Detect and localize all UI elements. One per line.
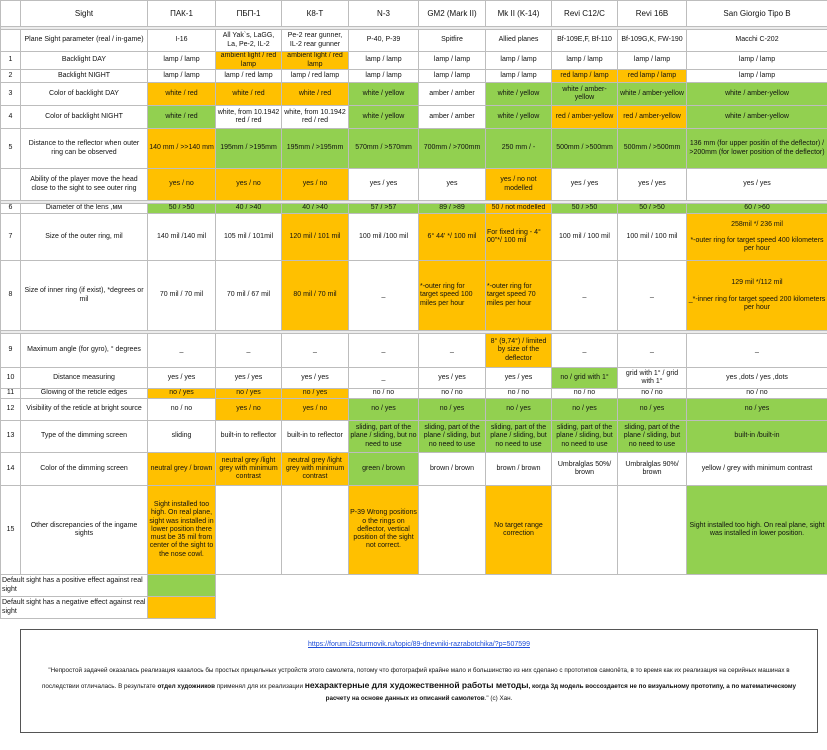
table-cell: brown / brown	[419, 453, 486, 486]
table-cell: 50 / >50	[148, 204, 216, 214]
table-row	[1, 334, 827, 368]
table-cell	[618, 486, 687, 575]
table-cell: lamp / lamp	[419, 52, 486, 70]
table-row	[1, 389, 827, 399]
legend-row-positive	[1, 575, 827, 597]
row-number-cell: 4	[1, 106, 21, 129]
table-cell: yes / yes	[349, 169, 419, 201]
header-cell: Sight	[21, 1, 148, 27]
table-cell: no / yes	[419, 399, 486, 421]
table-cell: no / no	[552, 389, 618, 399]
parameter-cell: Distance to the reflector when outer ring can be observed	[21, 129, 148, 169]
table-cell: 50 / >50	[618, 204, 687, 214]
table-cell: 129 mil */112 mil _*-inner ring for target speed 200 kilometers per hour	[687, 261, 827, 331]
table-cell: ambient light / red lamp	[216, 52, 282, 70]
row-number-cell: 15	[1, 486, 21, 575]
header-cell: GM2 (Mark II)	[419, 1, 486, 27]
table-cell: Allied planes	[486, 30, 552, 52]
table-cell: lamp / lamp	[148, 70, 216, 83]
table-cell: yes / yes	[148, 368, 216, 389]
table-cell: 60 / >60	[687, 204, 827, 214]
table-cell: grid with 1° / grid with 1°	[618, 368, 687, 389]
table-cell: yes / no	[216, 399, 282, 421]
table-row	[1, 70, 827, 83]
table-cell: 136 mm (for upper positin of the deflector) / >200mm (for lower position of the deflector)	[687, 129, 827, 169]
table-cell: amber / amber	[419, 83, 486, 106]
table-cell: sliding, part of the plane / sliding, but no need to use	[486, 421, 552, 453]
table-cell: no / yes	[552, 399, 618, 421]
table-cell: 100 mil / 100 mil	[618, 214, 687, 261]
header-cell: К8-Т	[282, 1, 349, 27]
table-cell: 100 mil / 100 mil	[552, 214, 618, 261]
table-cell: yes / yes	[419, 368, 486, 389]
table-cell: P-40, P-39	[349, 30, 419, 52]
table-cell: Sight installed too high. On real plane, sight was installed in lower position.	[687, 486, 827, 575]
table-cell: yes	[419, 169, 486, 201]
row-number-cell: 6	[1, 204, 21, 214]
table-cell: P-39 Wrong positions o the rings on deflector, vertical position of the sight not correct.	[349, 486, 419, 575]
table-cell: lamp / red lamp	[282, 70, 349, 83]
header-cell: ПАК-1	[148, 1, 216, 27]
table-cell: lamp / lamp	[552, 52, 618, 70]
table-cell: white, from 10.1942 red / red	[216, 106, 282, 129]
table-cell: _	[349, 368, 419, 389]
table-cell: 500mm / >500mm	[552, 129, 618, 169]
legend-swatch-negative	[148, 597, 216, 619]
table-cell: *-outer ring for target speed 100 miles per hour	[419, 261, 486, 331]
parameter-cell: Plane Sight parameter (real / in-game)	[21, 30, 148, 52]
legend-label-positive: Default sight has a positive effect against real sight	[1, 575, 148, 597]
table-cell: _	[349, 334, 419, 368]
table-cell: no / no	[419, 389, 486, 399]
header-cell: ПБП-1	[216, 1, 282, 27]
legend-row-negative	[1, 597, 827, 619]
row-number-cell: 14	[1, 453, 21, 486]
table-cell: Pe-2 rear gunner, IL-2 rear gunner	[282, 30, 349, 52]
quote-emphasis: нехарактерные для художественной работы методы	[304, 680, 529, 691]
table-cell: Sight installed too high. On real plane, sight was installed in lower position there must be 35 mil from center of the sight to the nose cowl.	[148, 486, 216, 575]
table-cell: neutral grey / brown	[148, 453, 216, 486]
table-cell: white / yellow	[486, 106, 552, 129]
table-row	[1, 214, 827, 261]
table-cell: brown / brown	[486, 453, 552, 486]
citation-box	[20, 629, 818, 733]
row-number-cell: 13	[1, 421, 21, 453]
table-cell: Spitfire	[419, 30, 486, 52]
table-cell: white / amber-yellow	[687, 83, 827, 106]
table-cell: yes / yes	[687, 169, 827, 201]
table-cell: no / no	[687, 389, 827, 399]
table-cell: yes / yes	[486, 368, 552, 389]
parameter-cell: Ability of the player move the head close to the sight to see outer ring	[21, 169, 148, 201]
table-row	[1, 106, 827, 129]
parameter-cell: Backlight NIGHT	[21, 70, 148, 83]
table-cell: white / amber-yellow	[687, 106, 827, 129]
parameter-cell: Backlight DAY	[21, 52, 148, 70]
developer-quote	[29, 665, 809, 705]
table-cell: yes / yes	[618, 169, 687, 201]
table-cell: sliding, part of the plane / sliding, but no need to use	[552, 421, 618, 453]
table-cell: no / yes	[349, 399, 419, 421]
table-cell: 500mm / >500mm	[618, 129, 687, 169]
table-cell: _	[687, 334, 827, 368]
table-cell: 195mm / >195mm	[282, 129, 349, 169]
table-cell: built-in to reflector	[216, 421, 282, 453]
table-cell: 40 / >40	[216, 204, 282, 214]
table-cell: *-outer ring for target speed 70 miles per hour	[486, 261, 552, 331]
table-row	[1, 399, 827, 421]
parameter-cell: Type of the dimming screen	[21, 421, 148, 453]
table-cell: no / yes	[618, 399, 687, 421]
row-number-cell	[1, 169, 21, 201]
table-cell	[552, 486, 618, 575]
parameter-cell: Color of backlight DAY	[21, 83, 148, 106]
table-cell	[216, 486, 282, 575]
table-cell: _	[618, 334, 687, 368]
table-row	[1, 169, 827, 201]
table-cell: no / yes	[148, 389, 216, 399]
table-cell: lamp / lamp	[419, 70, 486, 83]
table-cell: _	[282, 334, 349, 368]
table-cell: No target range correction	[486, 486, 552, 575]
table-cell: lamp / lamp	[486, 52, 552, 70]
legend-label-negative: Default sight has a negative effect against real sight	[1, 597, 148, 619]
table-row	[1, 52, 827, 70]
quote-text: ." (с) Хан.	[484, 695, 513, 703]
table-cell: no / grid with 1°	[552, 368, 618, 389]
table-cell: lamp / lamp	[687, 52, 827, 70]
row-number-cell: 11	[1, 389, 21, 399]
table-cell: white / yellow	[349, 106, 419, 129]
table-cell: sliding	[148, 421, 216, 453]
header-row	[1, 1, 827, 27]
table-cell: yellow / grey with minimum contrast	[687, 453, 827, 486]
table-cell: lamp / lamp	[618, 52, 687, 70]
row-number-cell: 3	[1, 83, 21, 106]
header-cell: San Giorgio Tipo B	[687, 1, 827, 27]
row-number-cell: 12	[1, 399, 21, 421]
table-cell: red / amber-yellow	[552, 106, 618, 129]
quote-emphasis: , когда 3д модель воссоздается не по визуальному прототипу, а по математическому расчету на основе данных из описаний самолетов	[325, 683, 797, 703]
table-cell: yes ,dots / yes ,dots	[687, 368, 827, 389]
parameter-cell: Maximum angle (for gyro), ° degrees	[21, 334, 148, 368]
table-cell: 140 mm / >>140 mm	[148, 129, 216, 169]
quote-text: применял для их реализации	[215, 683, 305, 691]
table-row	[1, 83, 827, 106]
table-cell: neutral grey /light grey with minimum contrast	[216, 453, 282, 486]
table-cell: white, from 10.1942 red / red	[282, 106, 349, 129]
table-cell: 120 mil / 101 mil	[282, 214, 349, 261]
table-cell: no / yes	[216, 389, 282, 399]
legend-swatch-positive	[148, 575, 216, 597]
table-cell: 105 mil / 101mil	[216, 214, 282, 261]
parameter-cell: Other discrepancies of the ingame sights	[21, 486, 148, 575]
table-cell: 195mm / >195mm	[216, 129, 282, 169]
table-cell: no / yes	[486, 399, 552, 421]
table-cell: 140 mil /140 mil	[148, 214, 216, 261]
table-cell: 50 / not modelled	[486, 204, 552, 214]
table-cell: lamp / lamp	[349, 52, 419, 70]
table-cell: _	[552, 261, 618, 331]
table-row	[1, 204, 827, 214]
table-cell: 40 / >40	[282, 204, 349, 214]
quote-emphasis: отдел художников	[157, 683, 215, 691]
parameter-cell: Diameter of the lens ,мм	[21, 204, 148, 214]
table-row	[1, 368, 827, 389]
header-cell: Revi 16B	[618, 1, 687, 27]
table-cell: yes / yes	[216, 368, 282, 389]
table-cell: Bf-109G,K, FW-190	[618, 30, 687, 52]
table-row	[1, 261, 827, 331]
row-number-cell: 9	[1, 334, 21, 368]
parameter-cell: Visibility of the reticle at bright source	[21, 399, 148, 421]
parameter-cell: Size of inner ring (if exist), *degrees or mil	[21, 261, 148, 331]
row-number-cell: 1	[1, 52, 21, 70]
table-cell: 6° 44' */ 100 mil	[419, 214, 486, 261]
row-number-cell: 10	[1, 368, 21, 389]
table-cell: sliding, part of the plane / sliding, but no need to use	[618, 421, 687, 453]
table-cell: red lamp / lamp	[552, 70, 618, 83]
table-cell: no / no	[148, 399, 216, 421]
table-cell: 250 mm / -	[486, 129, 552, 169]
table-cell: All Yak`s, LaGG, La, Pe-2, IL-2	[216, 30, 282, 52]
table-cell: I-16	[148, 30, 216, 52]
table-cell: white / yellow	[349, 83, 419, 106]
row-number-cell: 5	[1, 129, 21, 169]
table-cell: white / red	[148, 83, 216, 106]
table-cell: lamp / lamp	[486, 70, 552, 83]
table-row	[1, 129, 827, 169]
forum-link[interactable]: https://forum.il2sturmovik.ru/topic/89-dnevniki-razrabotchika/?p=507599	[308, 641, 530, 648]
table-cell: sliding, part of the plane / sliding, but no need to use	[349, 421, 419, 453]
table-cell: no / yes	[687, 399, 827, 421]
table-cell: no / yes	[282, 389, 349, 399]
row-number-cell: 7	[1, 214, 21, 261]
table-cell: Umbralglas 50%/ brown	[552, 453, 618, 486]
table-cell: _	[216, 334, 282, 368]
row-number-cell	[1, 1, 21, 27]
table-cell: yes / no not modelled	[486, 169, 552, 201]
table-row	[1, 453, 827, 486]
table-cell: yes / no	[282, 399, 349, 421]
table-cell: Bf-109E,F, Bf-110	[552, 30, 618, 52]
table-cell: no / no	[349, 389, 419, 399]
table-cell	[282, 486, 349, 575]
table-cell: amber / amber	[419, 106, 486, 129]
table-cell: yes / no	[148, 169, 216, 201]
parameter-cell: Distance measuring	[21, 368, 148, 389]
table-cell: built-in to reflector	[282, 421, 349, 453]
header-cell: Revi C12/C	[552, 1, 618, 27]
table-cell: 8° (9,74°) / limited by size of the deflector	[486, 334, 552, 368]
table-cell: white / amber-yellow	[552, 83, 618, 106]
header-cell: N-3	[349, 1, 419, 27]
parameter-cell: Color of the dimming screen	[21, 453, 148, 486]
table-cell: 258mil */ 236 mil *-outer ring for target speed 400 kilometers per hour	[687, 214, 827, 261]
table-row	[1, 421, 827, 453]
header-cell: Mk II (K-14)	[486, 1, 552, 27]
table-row	[1, 486, 827, 575]
table-cell: 50 / >50	[552, 204, 618, 214]
table-cell: _	[419, 334, 486, 368]
table-cell: red lamp / lamp	[618, 70, 687, 83]
table-cell: white / yellow	[486, 83, 552, 106]
parameter-cell: Size of the outer ring, mil	[21, 214, 148, 261]
table-cell: 57 / >57	[349, 204, 419, 214]
table-cell: white / red	[282, 83, 349, 106]
table-cell: green / brown	[349, 453, 419, 486]
table-cell: 570mm / >570mm	[349, 129, 419, 169]
table-cell: lamp / red lamp	[216, 70, 282, 83]
table-cell: Macchi C-202	[687, 30, 827, 52]
table-cell: 70 mil / 67 mil	[216, 261, 282, 331]
table-cell: neutral grey /light grey with minimum contrast	[282, 453, 349, 486]
parameter-cell: Color of backlight NIGHT	[21, 106, 148, 129]
table-cell: no / no	[618, 389, 687, 399]
table-cell: white / red	[216, 83, 282, 106]
table-cell: lamp / lamp	[349, 70, 419, 83]
table-cell: no / no	[486, 389, 552, 399]
table-cell: 70 mil / 70 mil	[148, 261, 216, 331]
parameter-cell: Glowing of the reticle edges	[21, 389, 148, 399]
table-cell: white / amber-yellow	[618, 83, 687, 106]
quote-text: "Непростой задачей оказалась реализация казалось бы простых прицельных устройств этого самолета, потому что фотографий крайне мало и большинство из них сделано с прототипов самолёта, в то время как их реализация на серийных машинах в последствии отличалась. В результате	[41, 667, 790, 691]
table-cell: lamp / lamp	[148, 52, 216, 70]
table-cell: Umbralglas 90%/ brown	[618, 453, 687, 486]
table-cell: yes / no	[282, 169, 349, 201]
row-number-cell: 8	[1, 261, 21, 331]
table-cell: yes / yes	[552, 169, 618, 201]
table-cell: red / amber-yellow	[618, 106, 687, 129]
row-number-cell	[1, 30, 21, 52]
table-cell: _	[349, 261, 419, 331]
table-cell: 80 mil / 70 mil	[282, 261, 349, 331]
table-cell: _	[148, 334, 216, 368]
table-cell: _	[618, 261, 687, 331]
table-cell: sliding, part of the plane / sliding, but no need to use	[419, 421, 486, 453]
table-cell: built-in /built-in	[687, 421, 827, 453]
table-cell	[419, 486, 486, 575]
table-cell: lamp / lamp	[687, 70, 827, 83]
table-cell: 100 mil /100 mil	[349, 214, 419, 261]
table-cell: For fixed ring - 4° 00"*/ 100 mil	[486, 214, 552, 261]
table-cell: white / red	[148, 106, 216, 129]
table-cell: ambient light / red lamp	[282, 52, 349, 70]
table-cell: yes / no	[216, 169, 282, 201]
table-cell: 700mm / >700mm	[419, 129, 486, 169]
row-number-cell: 2	[1, 70, 21, 83]
table-cell: yes / yes	[282, 368, 349, 389]
table-row	[1, 30, 827, 52]
table-cell: 89 / >89	[419, 204, 486, 214]
table-cell: _	[552, 334, 618, 368]
